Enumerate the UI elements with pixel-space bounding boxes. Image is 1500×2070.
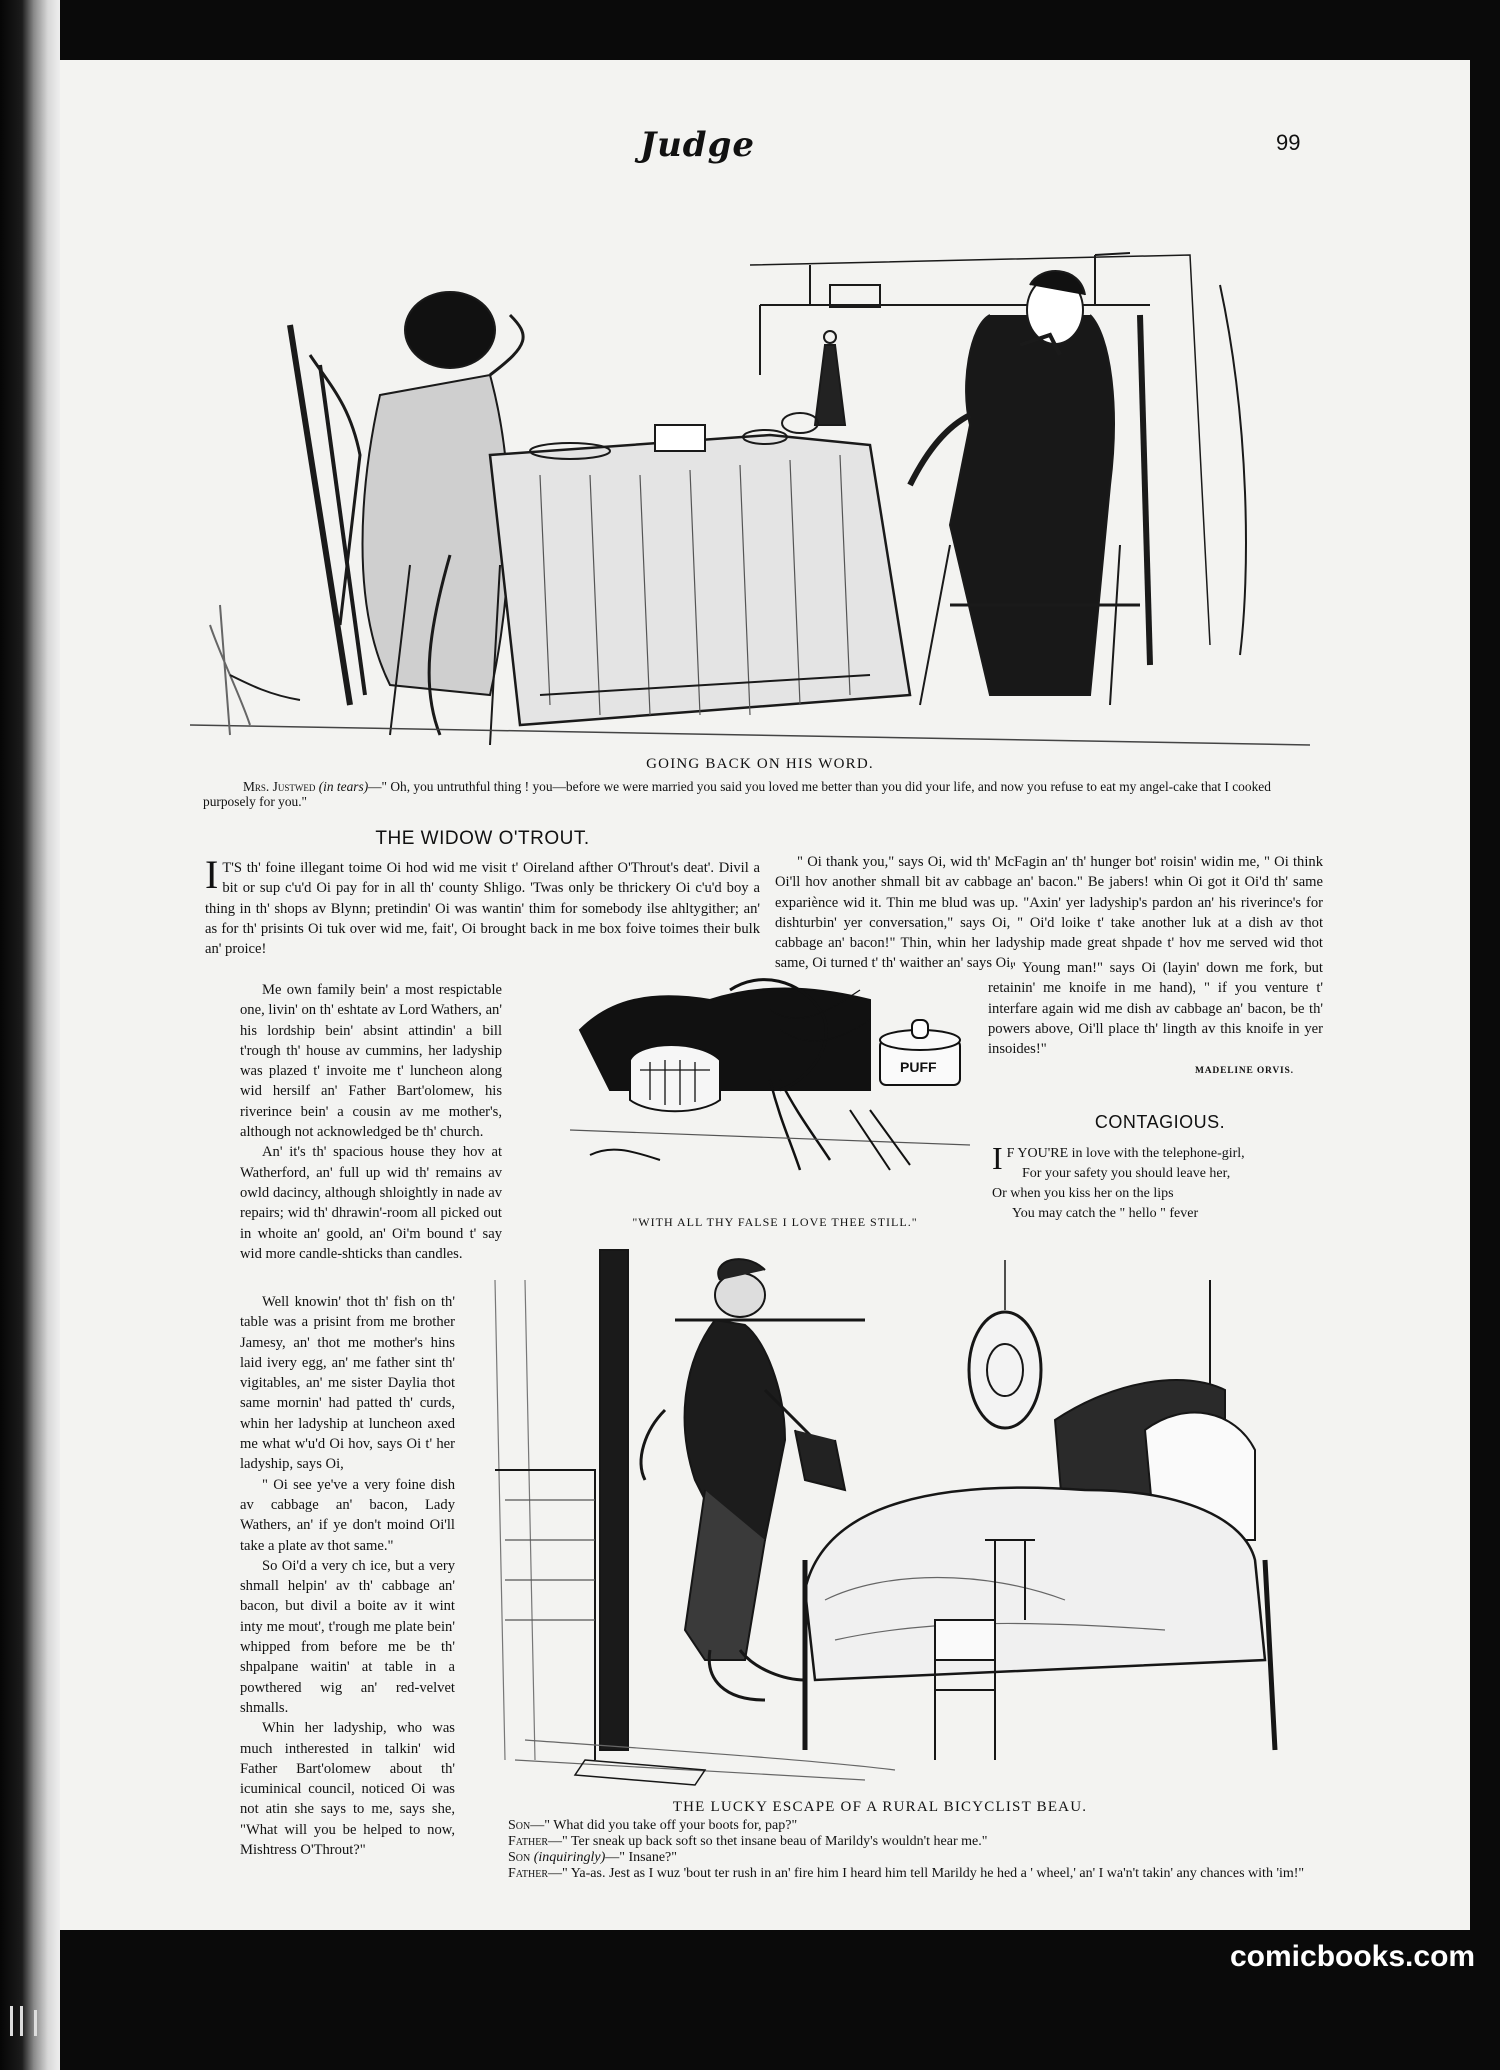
story-column-narrow-2 [240, 1292, 455, 1860]
dialog-text: —" Ya-as. Jest as I wuz 'bout ter rush in an' fire him I heard him tell Marildy he hed a ' wheel,' an' I wa'n't takin' any chances with 'im!" [548, 1866, 1305, 1881]
dialog-text: —" What did you take off your boots for, pap?" [530, 1818, 798, 1833]
story-paragraph-3: An' it's th' spacious house they hov at Watherford, an' full up wid th' remains av owld dacincy, although shloightly in nade av repairs; wid th' dhrawin'-room all picked out in whoite an' goold, an' Oi'm bound t' say wid more candle-shticks than candles. [240, 1144, 502, 1262]
page-number: 99 [1276, 130, 1301, 155]
bottom-cartoon-drawing [465, 1240, 1325, 1795]
poem-line-4: You may catch the " hello " fever [1012, 1206, 1199, 1221]
story-title: THE WIDOW O'TROUT. [375, 828, 590, 849]
cartoon-rural-bicyclist [465, 1240, 1325, 1795]
dialog-line-4 [480, 1866, 1340, 1882]
dialog-text: —" Insane?" [605, 1850, 677, 1865]
poem-line-3: Or when you kiss her on the lips [992, 1186, 1174, 1201]
story-paragraph-7: Whin her ladyship, who was much intherested in talkin' wid Father Bart'olomew about th' icuminical council, noticed Oi was not atin she says to me, says she, "What will you be helped to now, Mishtress O'Throut?" [240, 1720, 455, 1859]
story-paragraph-2: Me own family bein' a most respictable one, livin' on th' eshtate av Lord Wathers, an' his lordship bein' absint attindin' a bill t'rough th' house av cummins, her ladyship was plazed t' invoite me t' luncheon along wid hersilf an' Father Bart'olomew, his riverince bein' a cousin av me mother's, although not acknowledged be th' church. [240, 982, 502, 1141]
dialog-line-3 [480, 1850, 1340, 1866]
small-cartoon-caption: "WITH ALL THY FALSE I LOVE THEE STILL." [632, 1215, 918, 1229]
cartoon-going-back-on-his-word [190, 225, 1330, 750]
cartoon-bottom-dialog [480, 1818, 1340, 1882]
story-drop-cap: I [205, 852, 219, 897]
story-column-narrow-1 [240, 980, 502, 1264]
story-paragraph-6: So Oi'd a very ch ice, but a very shmall helpin' av th' cabbage an' bacon, but divil a boite av it wint inty me mout', t'rough me plate bein' whipped from before me be th' shpalpane waitin' at table in a powthered wig an' red-velvet shmalls. [240, 1557, 455, 1716]
cartoon-drawing [190, 225, 1330, 750]
puff-box-label: PUFF [900, 1059, 937, 1075]
dialog-text: —" Ter sneak up back soft so thet insane beau of Marildy's wouldn't hear me." [548, 1834, 988, 1849]
cartoon-bottom-title: THE LUCKY ESCAPE OF A RURAL BICYCLIST BEAU. [672, 1799, 1088, 1815]
story-right-column [775, 852, 1323, 974]
dialog-speaker: Father [508, 1834, 549, 1849]
story-paragraph-9: " Young man!" says Oi (layin' down me fork, but retainin' me knoife in me hand), " if you venture t' interfare again wid me dish av cabbage an' bacon, be th' powers above, Oi'll place th' lingth av this knoife in yer insoides!" [988, 960, 1323, 1058]
poem-body [992, 1140, 1322, 1224]
dialog-speaker: Son [508, 1850, 531, 1865]
poem-title: CONTAGIOUS. [1094, 1112, 1226, 1132]
poem-drop-cap: I [992, 1140, 1003, 1176]
story-paragraph-5: " Oi see ye've a very foine dish av cabbage an' bacon, Lady Wathers, an' if ye don't moind Oi'll take a plate av thot same." [240, 1476, 455, 1554]
caption-speaker: Mrs. Justwed [243, 779, 316, 794]
story-paragraph-4: Well knowin' thot th' fish on th' table was a prisint from me brother Jamesy, an' thot me mother's hins laid ivery egg, an' me father sint th' vigitables, an' me sister Daylia thot same mornin' had patted th' curds, whin her ladyship at luncheon axed me what w'u'd Oi hov, says Oi t' her ladyship, says Oi, [240, 1294, 455, 1473]
poem-line-1: F YOU'RE in love with the telephone-girl, [1006, 1146, 1245, 1161]
site-watermark: comicbooks.com [1230, 1940, 1476, 1973]
caption-stage-direction: (in tears) [318, 779, 369, 794]
dialog-stage-direction: (inquiringly) [533, 1850, 606, 1865]
story-signature: MADELINE ORVIS. [1195, 1066, 1294, 1076]
cartoon-top-title: GOING BACK ON HIS WORD. [646, 756, 874, 772]
dialog-line-1 [480, 1818, 1340, 1834]
story-intro [205, 852, 760, 959]
story-paragraph-1: T'S th' foine illegant toime Oi hod wid me visit t' Oireland afther O'Throut's deat'. Divil a bit or sup c'u'd Oi pay for in all th' county Shligo. 'Twas only be thrickery Oi c'u'd boy a thing in th' shops av Blynn; pretindin' Oi was wantin' thim for somebody ilse ahltygither; an' as for th' prisints Oi tuk over wid me, fait', Oi brought back in me box foive toimes their bulk an' proice! [205, 860, 760, 958]
small-cartoon-drawing [570, 970, 980, 1178]
dialog-speaker: Son [508, 1818, 531, 1833]
book-spine [0, 0, 60, 2070]
dialog-speaker: Father [508, 1866, 549, 1881]
dialog-line-2 [480, 1834, 1340, 1850]
story-right-column-narrow [988, 958, 1323, 1059]
cartoon-top-caption [203, 779, 1323, 809]
spine-binding-marks [4, 2000, 44, 2040]
masthead: Judge [640, 125, 755, 165]
poem-line-2: For your safety you should leave her, [1022, 1166, 1231, 1181]
cartoon-false-love [570, 970, 980, 1178]
story-paragraph-8: " Oi thank you," says Oi, wid th' McFagin an' th' hunger bot' roisin' widin me, " Oi think Oi'll hov another shmall bit av cabbage an' bacon." Be jabers! whin Oi got it Oi'd th' same expariènce wid it. Thin me blud was up. "Axin' yer ladyship's pardon an' his riverince's for dishturbin' yer conversation," says Oi, " Oi'd loike t' take another luk at a dish av thot cabbage an' bacon!" Thin, whin her ladyship made great shpade t' hov me served wid thot same, Oi turned t' th' waither an' says Oi, [775, 854, 1323, 972]
caption-line: —" Oh, you untruthful thing ! you—before we were married you said you loved me better than you did your life, and now you refuse to eat my angel-cake that I cooked purposely for you." [203, 779, 1271, 809]
